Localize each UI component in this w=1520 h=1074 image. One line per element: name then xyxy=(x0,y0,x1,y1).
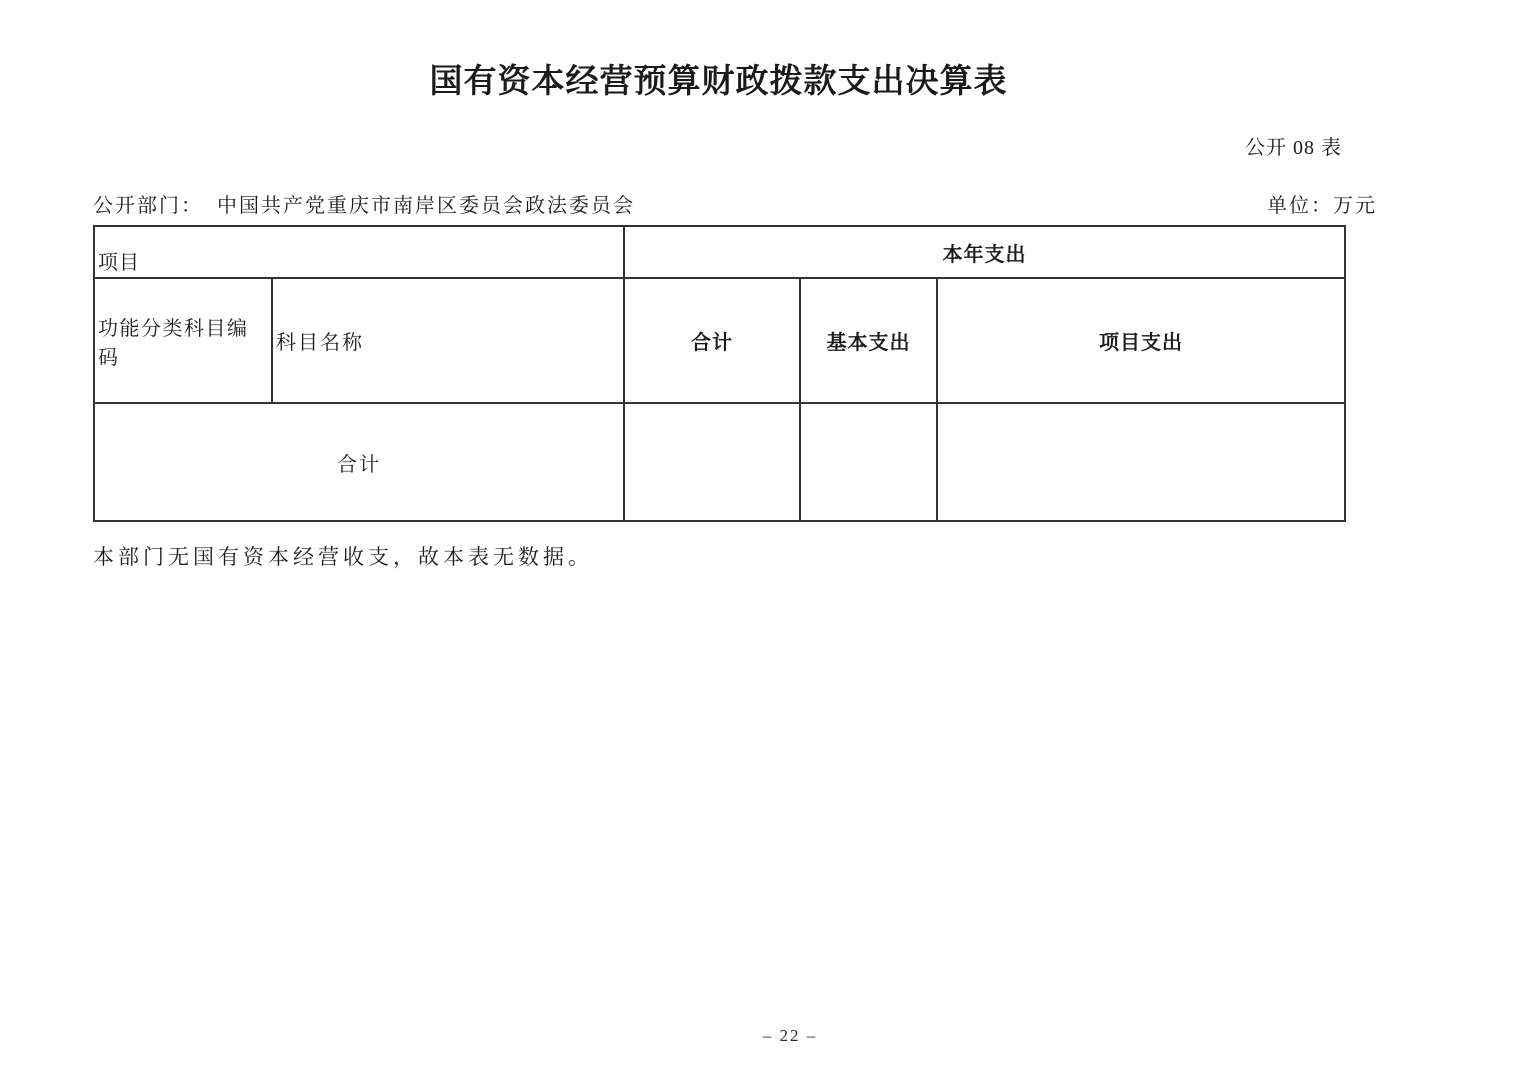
header-function-code-cell: 功能分类科目编码 xyxy=(94,278,272,403)
total-row-basic-cell xyxy=(800,403,937,521)
table-row-column-headers xyxy=(94,278,1345,403)
header-project-expenditure-cell: 项目支出 xyxy=(937,278,1345,403)
total-row-total-cell xyxy=(624,403,800,521)
meta-row xyxy=(93,189,1377,218)
table-row xyxy=(94,403,1345,521)
header-subject-name-cell: 科目名称 xyxy=(272,278,624,403)
header-current-year-expenditure-cell: 本年支出 xyxy=(624,226,1345,278)
header-item-cell: 项目 xyxy=(94,226,624,278)
no-data-note: 本部门无国有资本经营收支，故本表无数据。 xyxy=(93,545,593,569)
department-label: 公开部门： xyxy=(93,195,203,217)
expenditure-table xyxy=(93,225,1346,522)
page-number: – 22 – xyxy=(762,1026,818,1045)
total-row-subject-cell: 合计 xyxy=(94,403,624,521)
page-title: 国有资本经营预算财政拨款支出决算表 xyxy=(429,64,1008,100)
header-basic-expenditure-cell: 基本支出 xyxy=(800,278,937,403)
header-total-cell: 合计 xyxy=(624,278,800,403)
table-row-group-header xyxy=(94,226,1345,278)
table-code-label: 公开 08 表 xyxy=(1245,137,1342,159)
document-page xyxy=(93,0,1377,1074)
total-row-project-cell xyxy=(937,403,1345,521)
department-name: 中国共产党重庆市南岸区委员会政法委员会 xyxy=(217,195,635,217)
unit-label: 单位：万元 xyxy=(1267,195,1377,217)
